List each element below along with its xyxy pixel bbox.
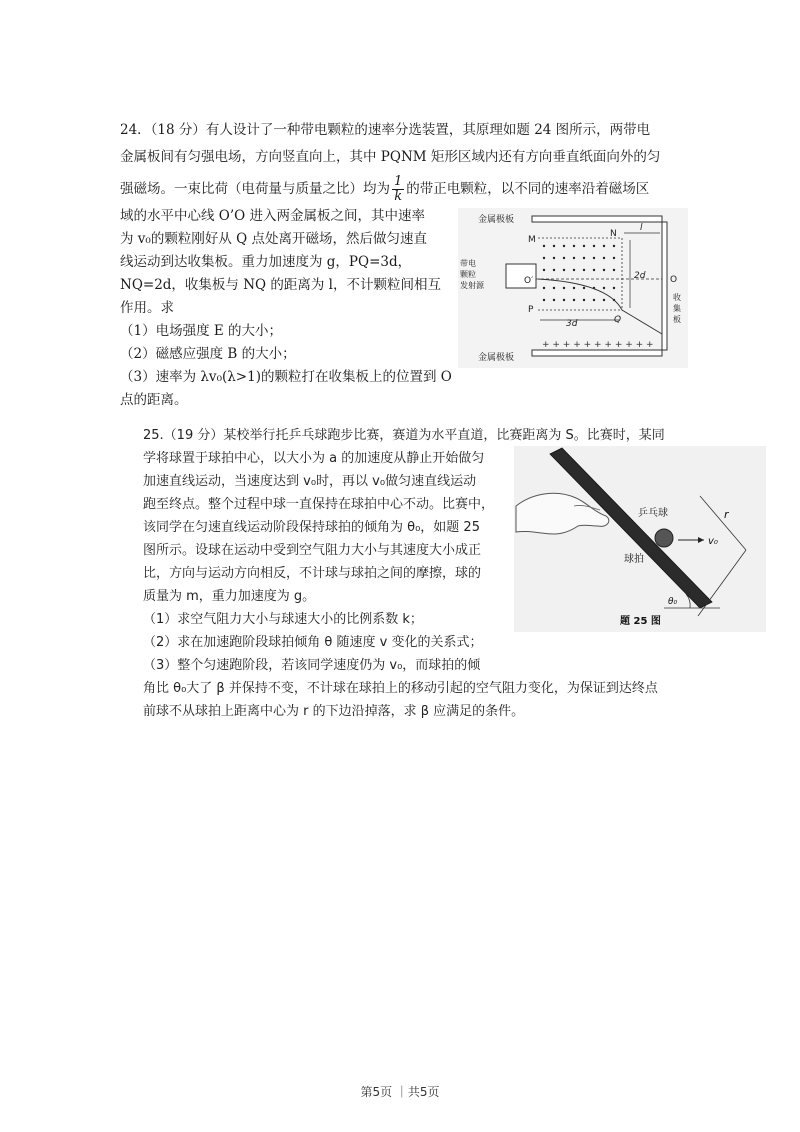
collector-label-2: 集 [673,304,681,313]
fraction-numerator: 1 [394,174,403,189]
q24-line-6: 线运动到达收集板。重力加速度为 g，PQ=3d， [120,254,412,270]
q25-line-4: 跑至终点。整个过程中球一直保持在球拍中心不动。比赛中， [143,497,495,512]
ball-label: 乒乓球 [638,508,668,519]
q24-line-1: 24．（18 分）有人设计了一种带电颗粒的速率分选装置，其原理如题 24 图所示，两带电 [120,122,651,138]
ping-pong-ball [655,529,673,547]
q24-line-3-pre: 强磁场。一束比荷（电荷量与质量之比）均为 [120,181,390,197]
q24-sub-3b: 点的距离。 [120,392,188,408]
dim-3d: 3d [566,319,578,329]
q24-line-2: 金属板间有匀强电场，方向竖直向上，其中 PQNM 矩形区域内还有方向垂直纸面向外的匀 [120,149,661,165]
q24-line-3 [120,175,649,204]
label-P: P [528,305,534,315]
q24-line-3-post: 的带正电颗粒，以不同的速率沿着磁场区 [406,181,650,197]
fraction-denominator: k [394,189,403,204]
q24-line-8: 作用。求 [120,300,174,316]
v0-label: v₀ [708,536,718,547]
q25-line-3: 加速直线运动，当速度达到 v₀时，再以 v₀做匀速直线运动 [143,474,477,489]
charge-mass-fraction [392,175,404,204]
q25-line-1: 25.（19 分）某校举行托乒乓球跑步比赛，赛道为水平直道，比赛距离为 S。比赛时，某同 [143,428,665,443]
label-O: O [670,275,678,285]
figure-25-caption: 题 25 图 [620,616,661,627]
label-N: N [610,229,617,239]
collector-label-3: 板 [673,315,681,324]
figure-25 [514,446,766,632]
label-O-prime: O′ [524,276,534,286]
top-plate-label: 金属极板 [478,215,515,225]
figure-24 [458,208,688,368]
q24-sub-2: （2）磁感应强度 B 的大小； [120,346,296,362]
q24-line-5: 为 v₀的颗粒刚好从 Q 点处离开磁场，然后做匀速直 [120,231,427,247]
q25-sub-3: （3）整个匀速跑阶段，若该同学速度仍为 v₀，而球拍的倾 [143,658,481,673]
q24-line-4: 域的水平中心线 O’O 进入两金属板之间，其中速率 [120,208,426,224]
q25-line-2: 学将球置于球拍中心，以大小为 a 的加速度从静止开始做匀 [143,451,485,466]
bottom-plate-label: 金属极板 [478,353,515,363]
q25-sub-3b: 角比 θ₀大了 β 并保持不变，不计球在球拍上的移动引起的空气阻力变化，为保证到达终点 [143,681,658,696]
source-label-3: 发射源 [460,281,484,290]
q25-line-8: 质量为 m，重力加速度为 g。 [143,589,316,604]
theta0-label: θ₀ [668,597,678,607]
q25-sub-3c: 前球不从球拍上距离中心为 r 的下边沿掉落，求 β 应满足的条件。 [143,704,525,719]
dim-2d: 2d [634,271,646,281]
label-Q: Q [614,315,622,325]
plus-signs: + + + + + + + + + + + [542,340,654,350]
dim-l: l [640,223,643,233]
collector-label-1: 收 [673,293,681,302]
q24-sub-1: （1）电场强度 E 的大小； [120,323,283,339]
q25-line-5: 该同学在匀速直线运动阶段保持球拍的倾角为 θ₀，如题 25 [143,520,480,535]
q24-line-7: NQ=2d，收集板与 NQ 的距离为 l，不计颗粒间相互 [120,277,441,293]
racket-label: 球拍 [624,554,644,565]
source-label-2: 颗粒 [460,270,476,279]
label-M: M [528,235,536,245]
page-footer: 第5页 ｜共5页 [360,1085,440,1099]
q25-sub-1: （1）求空气阻力大小与球速大小的比例系数 k； [143,612,423,627]
q25-sub-2: （2）求在加速跑阶段球拍倾角 θ 随速度 v 变化的关系式； [143,635,483,650]
q25-line-6: 图所示。设球在运动中受到空气阻力大小与其速度大小成正 [143,543,482,558]
q24-sub-3: （3）速率为 λv₀(λ>1)的颗粒打在收集板上的位置到 O [120,369,452,385]
source-label-1: 带电 [460,259,476,268]
q25-line-7: 比，方向与运动方向相反，不计球与球拍之间的摩擦，球的 [143,566,482,581]
r-label: r [724,508,729,521]
